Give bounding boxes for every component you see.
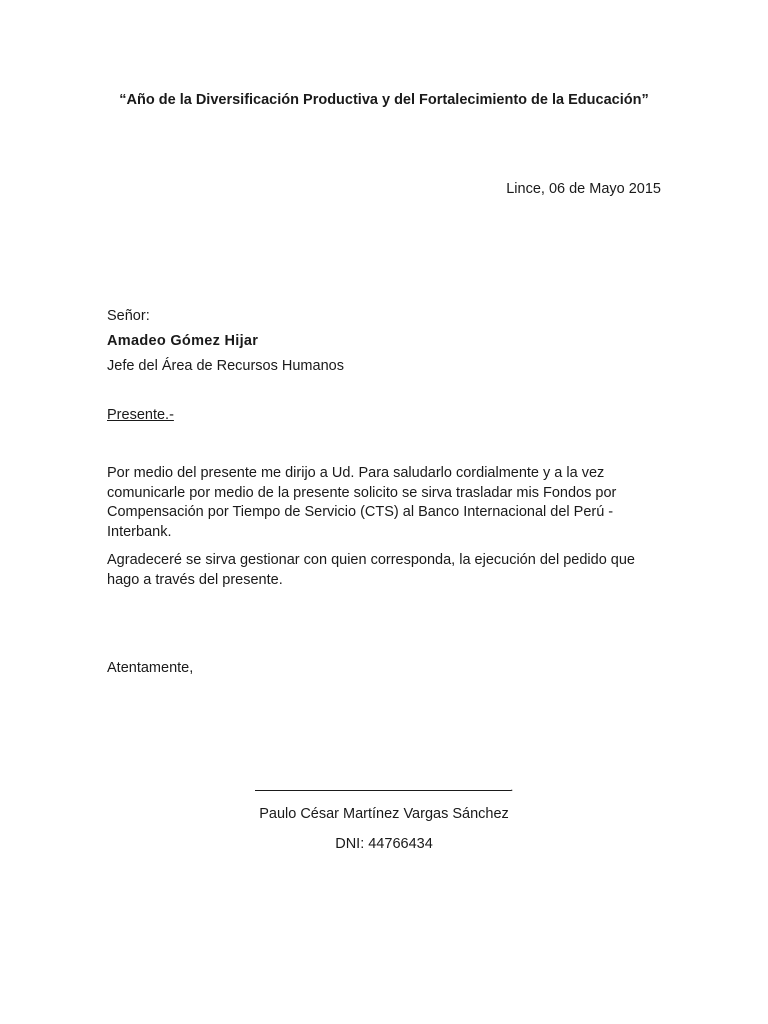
salutation: Señor: xyxy=(107,308,150,324)
signature-mark: . xyxy=(510,780,514,794)
recipient-name: Amadeo Gómez Hijar xyxy=(107,333,259,349)
body-paragraph: Por medio del presente me dirijo a Ud. Para saludarlo cordialmente y a la vez comunicarle por medio de la presente solicito se sirva trasladar mis Fondos por Compensación por Tiempo de Servicio (CTS) al Banco Internacional del Perú - Interbank. xyxy=(107,465,617,540)
body-paragraph: Agradeceré se sirva gestionar con quien corresponda, la ejecución del pedido que hago a través del presente. xyxy=(107,552,635,588)
signature-line xyxy=(255,790,511,791)
signer-name: Paulo César Martínez Vargas Sánchez xyxy=(259,806,509,822)
recipient-title: Jefe del Área de Recursos Humanos xyxy=(107,358,344,374)
closing: Atentamente, xyxy=(107,660,194,676)
letter-heading: “Año de la Diversificación Productiva y del Fortalecimiento de la Educación” xyxy=(119,92,649,108)
presente-line: Presente.- xyxy=(107,407,174,423)
signer-dni: DNI: 44766434 xyxy=(335,836,433,852)
letter-date: Lince, 06 de Mayo 2015 xyxy=(506,181,661,197)
